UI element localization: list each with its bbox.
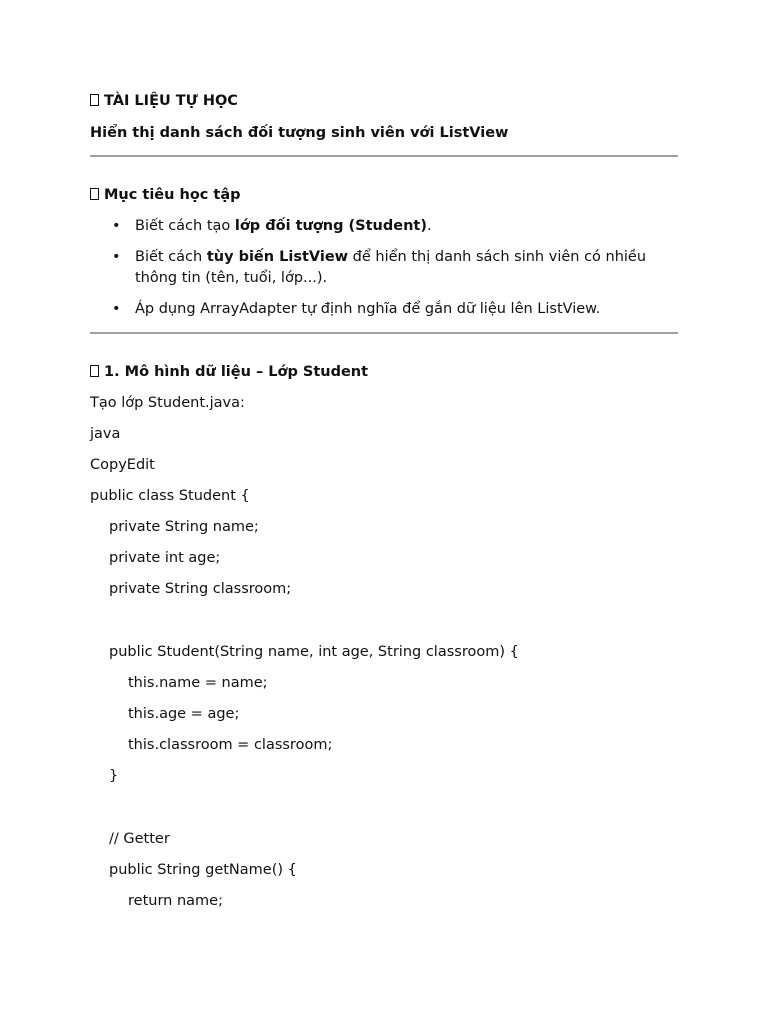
goal-text: Áp dụng ArrayAdapter tự định nghĩa để gắn dữ liệu lên ListView.	[135, 301, 601, 317]
bullet-icon: •	[112, 301, 121, 317]
section-heading	[90, 362, 368, 382]
code-language: java	[90, 426, 121, 442]
code-line: this.classroom = classroom;	[128, 737, 333, 753]
code-line: private int age;	[109, 550, 221, 566]
book-icon	[90, 94, 99, 106]
code-line: public String getName() {	[109, 862, 297, 878]
goals-heading-text: Mục tiêu học tập	[104, 187, 241, 203]
bullet-icon: •	[112, 249, 121, 265]
goals-heading	[90, 185, 241, 205]
copy-edit-link[interactable]: CopyEdit	[90, 457, 155, 473]
code-line: this.name = name;	[128, 675, 268, 691]
goal-text: Biết cách tạo lớp đối tượng (Student).	[135, 218, 432, 234]
section-icon	[90, 365, 99, 377]
doc-title: Hiển thị danh sách đối tượng sinh viên với ListView	[90, 125, 509, 141]
code-line: // Getter	[109, 831, 170, 847]
section-heading-text: 1. Mô hình dữ liệu – Lớp Student	[104, 364, 369, 380]
code-line: public Student(String name, int age, String classroom) {	[109, 644, 519, 660]
code-line: return name;	[128, 893, 223, 909]
code-line: this.age = age;	[128, 706, 240, 722]
divider	[90, 332, 678, 334]
bullet-icon: •	[112, 218, 121, 234]
code-line: public class Student {	[90, 488, 250, 504]
code-line: }	[109, 768, 119, 784]
divider	[90, 155, 678, 157]
code-line: private String classroom;	[109, 581, 292, 597]
target-icon	[90, 188, 99, 200]
doc-label	[90, 91, 238, 111]
goal-text: Biết cách tùy biến ListView để hiển thị danh sách sinh viên có nhiều thông tin (tên, tuổi, lớp...).	[135, 249, 647, 286]
section-intro: Tạo lớp Student.java:	[90, 395, 245, 411]
doc-label-text: TÀI LIỆU TỰ HỌC	[104, 93, 238, 109]
code-line: private String name;	[109, 519, 259, 535]
